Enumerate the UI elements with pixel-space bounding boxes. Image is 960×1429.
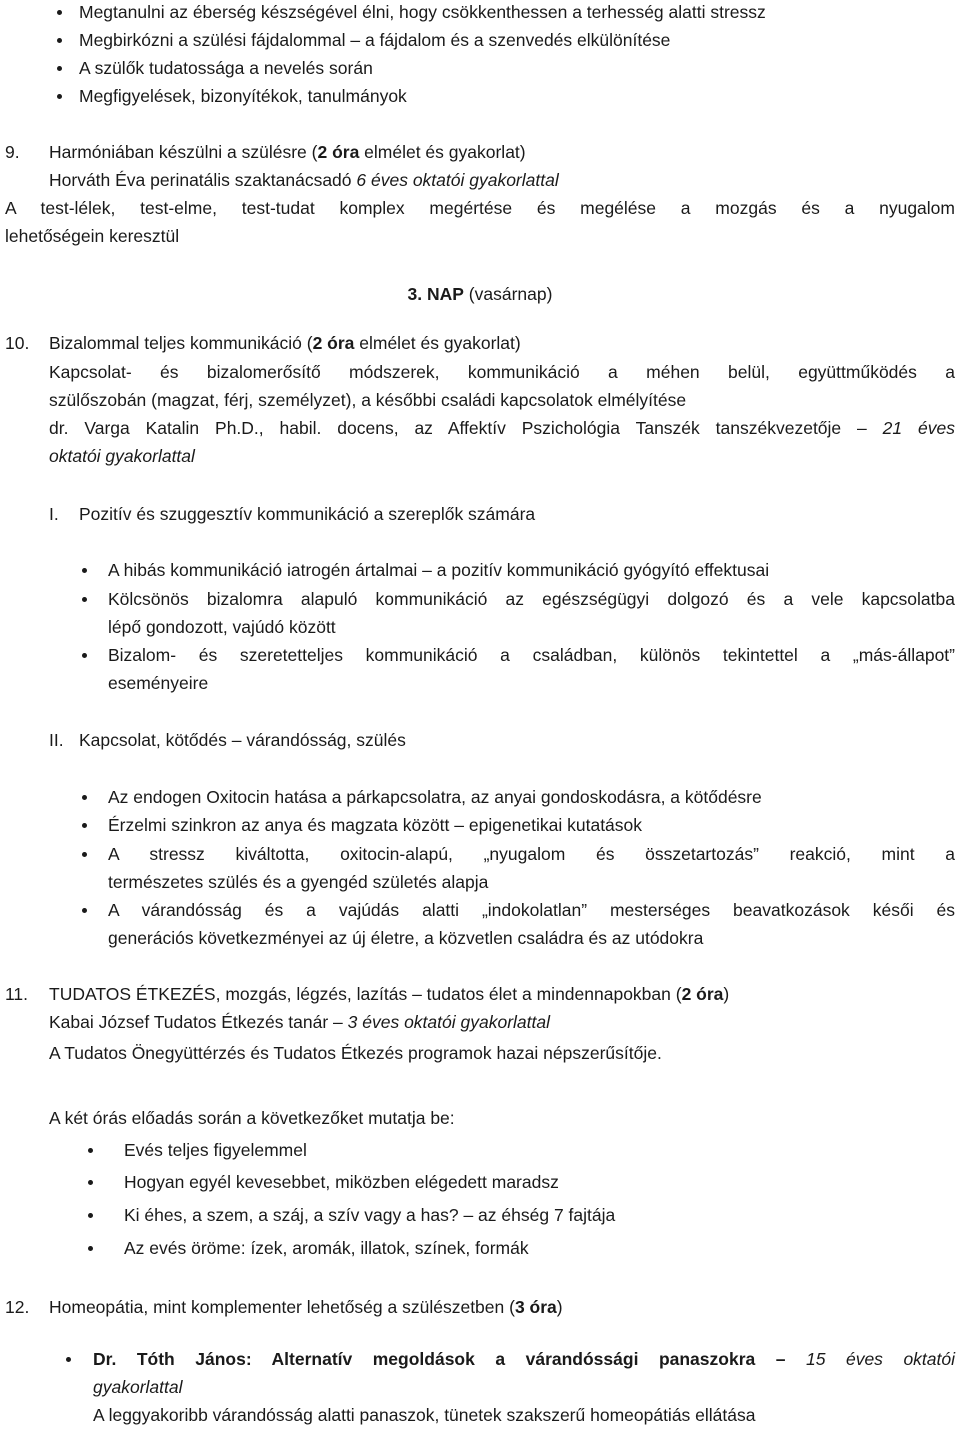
item9-speaker: Horváth Éva perinatális szaktanácsadó 6 éves oktatói gyakorlattal	[49, 170, 559, 190]
sub2-title: Kapcsolat, kötődés – várandósság, szülés	[79, 730, 406, 750]
bullet-icon	[82, 823, 87, 828]
bullet-icon	[82, 568, 87, 573]
bullet-icon	[88, 1148, 93, 1153]
sub2-bullet-1: Az endogen Oxitocin hatása a párkapcsolatra, az anyai gondoskodásra, a kötődésre	[108, 787, 762, 807]
bullet-icon	[66, 1357, 71, 1362]
bullet-icon	[57, 10, 62, 15]
sub2-number: II.	[49, 730, 64, 750]
item12-title: Homeopátia, mint komplementer lehetőség a szülészetben (3 óra)	[49, 1297, 563, 1317]
bullet-icon	[57, 66, 62, 71]
sub1-title: Pozitív és szuggesztív kommunikáció a szereplők számára	[79, 504, 536, 524]
item11-bullet-1: Evés teljes figyelemmel	[124, 1140, 307, 1160]
sub2-bullet-3: A stressz kiváltotta, oxitocin-alapú, „nyugalom és összetartozás” reakció, mint a természetes szülés és a gyengéd születés alapja	[108, 844, 955, 892]
item9-title: Harmóniában készülni a szülésre (2 óra elmélet és gyakorlat)	[49, 142, 526, 162]
bullet-icon	[82, 795, 87, 800]
sub1-bullet-2: Kölcsönös bizalomra alapuló kommunikáció az egészségügyi dolgozó és a vele kapcsolatba lépő gondozott, vajúdó között	[108, 589, 955, 637]
item9-number: 9.	[5, 142, 20, 162]
bullet-icon	[57, 94, 62, 99]
item9-description: A test-lélek, test-elme, test-tudat komplex megértése és megélése a mozgás és a nyugalom lehetőségein keresztül	[5, 198, 955, 246]
item11-intro: A két órás előadás során a következőket mutatja be:	[49, 1108, 455, 1128]
bullet-icon	[57, 38, 62, 43]
item12-bullet: Dr. Tóth János: Alternatív megoldások a várandóssági panaszokra – 15 éves oktatói gyakorlattal A leggyakoribb várandósság alatti panaszok, tünetek szakszerű homeopátiás ellátása	[93, 1349, 956, 1425]
bullet-icon	[82, 597, 87, 602]
bullet-icon	[82, 653, 87, 658]
item10-number: 10.	[5, 333, 30, 353]
sub1-number: I.	[49, 504, 59, 524]
item10-speaker: dr. Varga Katalin Ph.D., habil. docens, az Affektív Pszichológia Tanszék tanszékvezetője – 21 éves oktatói gyakorlattal	[49, 418, 955, 466]
item11-number: 11.	[5, 984, 29, 1004]
item11-bullet-4: Az evés öröme: ízek, aromák, illatok, színek, formák	[124, 1238, 529, 1258]
item11-title: TUDATOS ÉTKEZÉS, mozgás, légzés, lazítás – tudatos élet a mindennapokban (2 óra)	[49, 984, 730, 1004]
item11-speaker: Kabai József Tudatos Étkezés tanár – 3 éves oktatói gyakorlattal	[49, 1012, 550, 1032]
intro-bullet-1: Megtanulni az éberség készségével élni, hogy csökkenthessen a terhesség alatti stressz	[79, 2, 766, 22]
bullet-icon	[82, 852, 87, 857]
intro-bullet-3: A szülők tudatossága a nevelés során	[79, 58, 373, 78]
bullet-icon	[88, 1246, 93, 1251]
intro-bullet-4: Megfigyelések, bizonyítékok, tanulmányok	[79, 86, 407, 106]
item12-number: 12.	[5, 1297, 30, 1317]
item11-bullet-3: Ki éhes, a szem, a száj, a szív vagy a has? – az éhség 7 fajtája	[124, 1205, 616, 1225]
sub2-bullet-4: A várandósság és a vajúdás alatti „indokolatlan” mesterséges beavatkozások késői és generációs következményei az új életre, a közvetlen családra és az utódokra	[108, 900, 955, 948]
sub1-bullet-1: A hibás kommunikáció iatrogén ártalmai – a pozitív kommunikáció gyógyító effektusai	[108, 560, 770, 580]
bullet-icon	[82, 908, 87, 913]
bullet-icon	[88, 1213, 93, 1218]
item10-title: Bizalommal teljes kommunikáció (2 óra elmélet és gyakorlat)	[49, 333, 521, 353]
sub2-bullet-2: Érzelmi szinkron az anya és magzata között – epigenetikai kutatások	[108, 815, 643, 835]
intro-bullet-2: Megbirkózni a szülési fájdalommal – a fájdalom és a szenvedés elkülönítése	[79, 30, 671, 50]
sub1-bullet-3: Bizalom- és szeretetteljes kommunikáció a családban, különös tekintettel a „más-állapot” eseményeire	[108, 645, 955, 693]
item10-description: Kapcsolat- és bizalomerősítő módszerek, kommunikáció a méhen belül, együttműködés a szülőszobán (magzat, férj, személyzet), a későbbi családi kapcsolatok elmélyítése	[49, 362, 955, 410]
item11-bullet-2: Hogyan egyél kevesebbet, miközben elégedett maradsz	[124, 1172, 559, 1192]
item11-description: A Tudatos Önegyüttérzés és Tudatos Étkezés programok hazai népszerűsítője.	[49, 1043, 662, 1063]
bullet-icon	[88, 1180, 93, 1185]
day3-heading: 3. NAP (vasárnap)	[407, 284, 553, 304]
